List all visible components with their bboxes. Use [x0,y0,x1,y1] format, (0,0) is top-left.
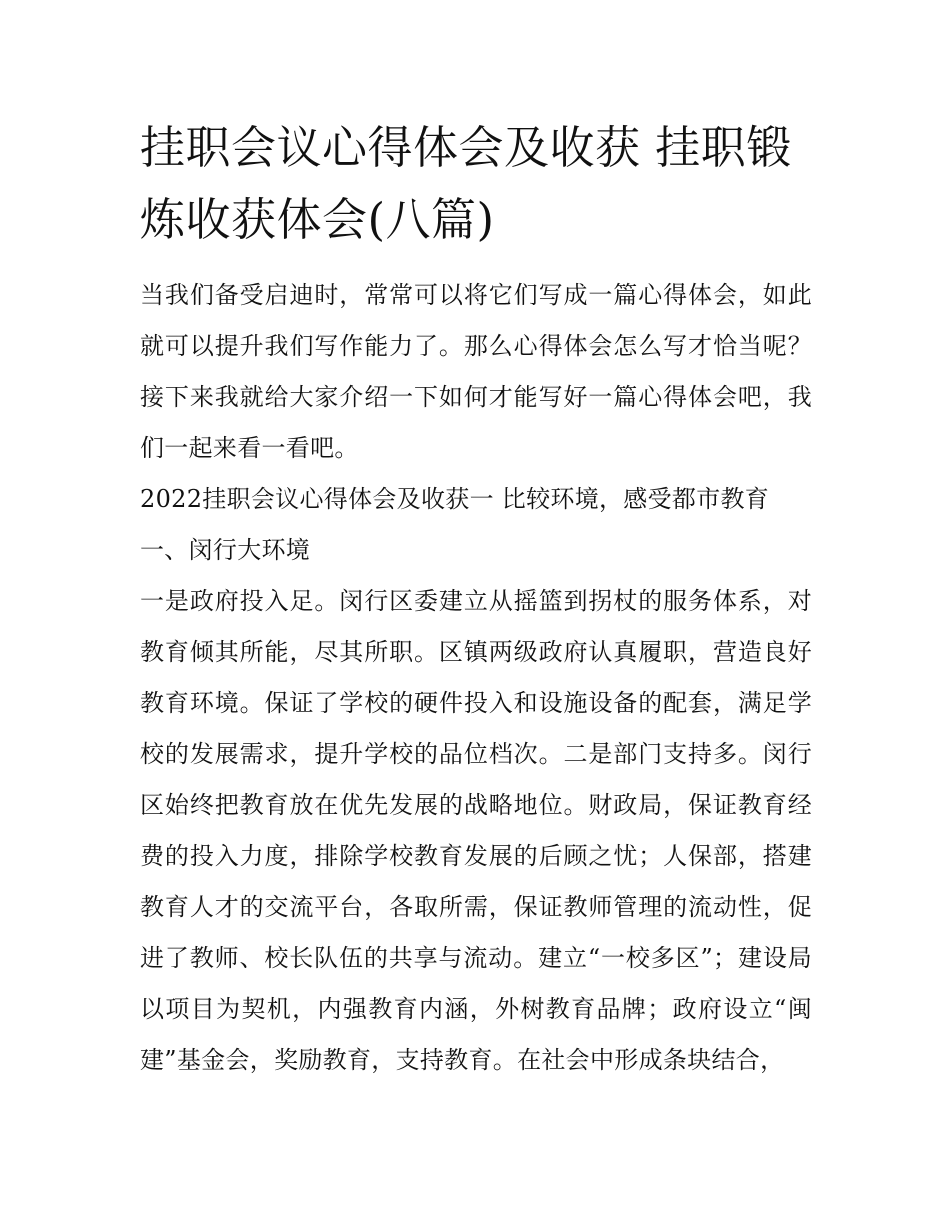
section-heading: 2022挂职会议心得体会及收获一 比较环境，感受都市教育 [140,485,770,513]
body-paragraph: 一是政府投入足。闵行区委建立从摇篮到拐杖的服务体系，对教育倾其所能，尽其所职。区镇两级政府认真履职，营造良好教育环境。保证了学校的硬件投入和设施设备的配套，满足学校的发展需求，提升学校的品位档次。二是部门支持多。闵行区始终把教育放在优先发展的战略地位。财政局，保证教育经费的投入力度，排除学校教育发展的后顾之忧；人保部，搭建教育人才的交流平台，各取所需，保证教师管理的流动性，促进了教师、校长队伍的共享与流动。建立“一校多区”；建设局以项目为契机，内强教育内涵，外树教育品牌；政府设立“闽建”基金会，奖励教育，支持教育。在社会中形成条块结合， [140,587,812,1074]
subsection-heading: 一、闵行大环境 [140,536,311,564]
intro-paragraph: 当我们备受启迪时，常常可以将它们写成一篇心得体会，如此就可以提升我们写作能力了。那么心得体会怎么写才恰当呢？接下来我就给大家介绍一下如何才能写好一篇心得体会吧，我们一起来看一看吧。 [140,281,812,462]
document-page [140,112,812,1086]
document-title: 挂职会议心得体会及收获 挂职锻炼收获体会(八篇) [140,121,792,246]
